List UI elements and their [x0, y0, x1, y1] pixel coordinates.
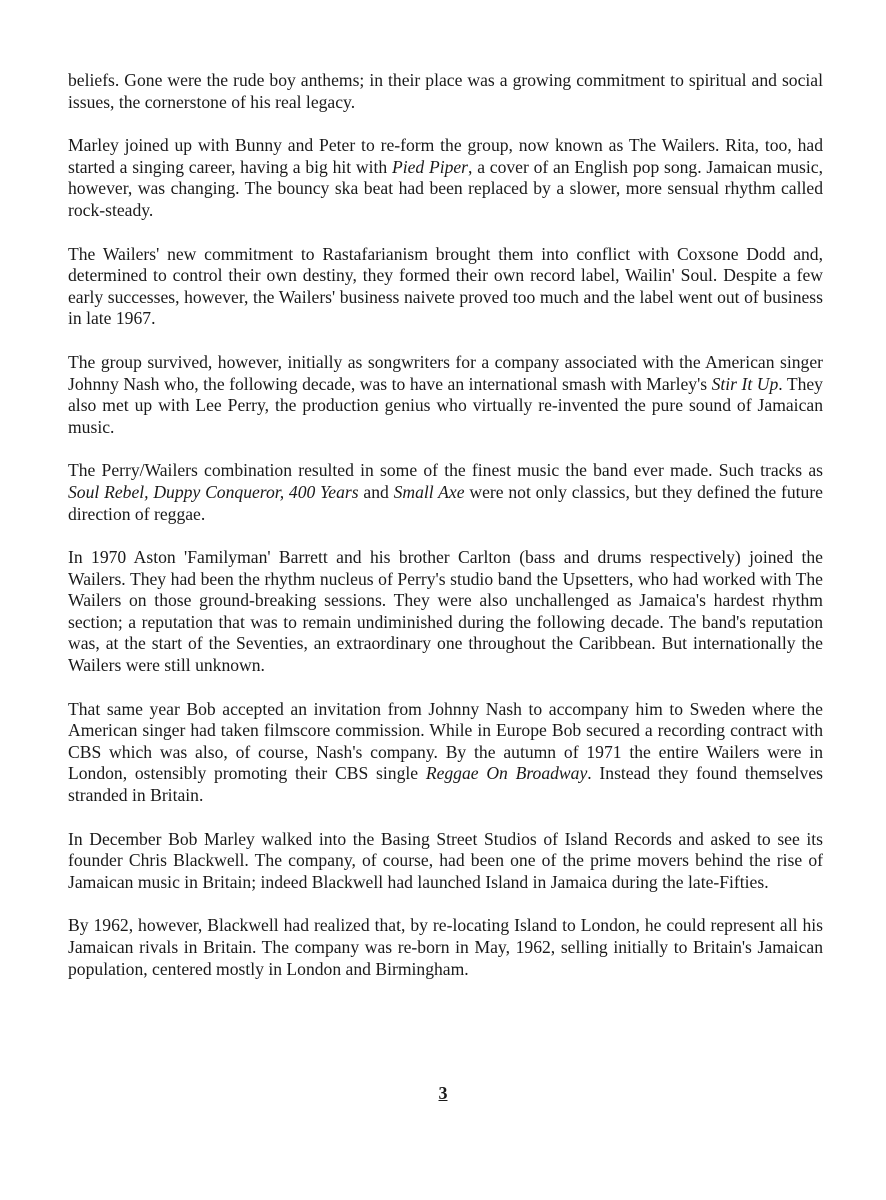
paragraph-text: That same year Bob accepted an invitation from Johnny Nash to accompany him to Sweden where the American singer had taken filmscore commission. While in Europe Bob secured a recording contract with CBS which was also, of course, Nash's company. By the autumn of 1971 the entire Wailers were in London, ostensibly promoting their CBS single: [68, 698, 823, 784]
paragraph-text: beliefs. Gone were the rude boy anthems; in their place was a growing commitment to spiritual and social issues, the cornerstone of his real legacy.: [68, 70, 823, 112]
paragraph-text: In 1970 Aston 'Familyman' Barrett and his brother Carlton (bass and drums respectively) joined the Wailers. They had been the rhythm nucleus of Perry's studio band the Upsetters, who had worked with The Wailers on those ground-breaking sessions. They were also unchallenged as Jamaica's hardest rhythm section; a reputation that was to remain undiminished during the following decade. The band's reputation was, at the start of the Seventies, an extraordinary one throughout the Caribbean. But internationally the Wailers were still unknown.: [68, 547, 823, 676]
italic-title-text: Pied Piper: [391, 156, 469, 177]
paragraph: [68, 460, 823, 525]
paragraph-text: . Instead they found themselves stranded in Britain.: [68, 763, 823, 806]
paragraph: [68, 915, 823, 980]
paragraph-text: By 1962, however, Blackwell had realized that, by re-locating Island to London, he could represent all his Jamaican rivals in Britain. The company was re-born in May, 1962, selling initially to Britain's Jamaican population, centered mostly in London and Birmingham.: [68, 915, 823, 979]
italic-title-text: Reggae On Broadway: [425, 763, 588, 784]
paragraph-text: The Perry/Wailers combination resulted in some of the finest music the band ever made. Such tracks as: [68, 460, 823, 481]
paragraph-text: Marley joined up with Bunny and Peter to re-form the group, now known as The Wailers. Rita, too, had started a singing career, having a big hit with: [68, 135, 823, 177]
paragraph: [68, 135, 823, 221]
paragraph-text: The group survived, however, initially as songwriters for a company associated with the American singer Johnny Nash who, the following decade, was to have an international smash with Marley's: [68, 351, 823, 394]
paragraph: [68, 70, 823, 113]
paragraph: [68, 352, 823, 438]
paragraph-text: , a cover of an English pop song. Jamaican music, however, was changing. The bouncy ska beat had been replaced by a slower, more sensual rhythm called rock-steady.: [68, 156, 824, 220]
paragraph-text: and: [358, 481, 394, 502]
italic-title-text: Stir It Up: [711, 373, 779, 394]
document-body: [68, 70, 823, 1002]
page-number: [0, 1083, 886, 1104]
paragraph: [68, 699, 823, 807]
paragraph-text: were not only classics, but they defined the future direction of reggae.: [68, 481, 823, 524]
paragraph-text: The Wailers' new commitment to Rastafarianism brought them into conflict with Coxsone Dodd and, determined to control their own destiny, they formed their own record label, Wailin' Soul. Despite a few early successes, however, the Wailers' business naivete proved too much and the label went out of business in late 1967.: [68, 243, 823, 329]
page-number-text: 3: [438, 1083, 448, 1103]
paragraph: [68, 244, 823, 330]
paragraph-text: In December Bob Marley walked into the Basing Street Studios of Island Records and asked to see its founder Chris Blackwell. The company, of course, had been one of the prime movers behind the rise of Jamaican music in Britain; indeed Blackwell had launched Island in Jamaica during the late-Fifties.: [68, 828, 823, 892]
paragraph: [68, 547, 823, 677]
paragraph: [68, 829, 823, 894]
italic-title-text: Soul Rebel, Duppy Conqueror, 400 Years: [68, 481, 359, 502]
italic-title-text: Small Axe: [393, 481, 465, 502]
paragraph-text: . They also met up with Lee Perry, the production genius who virtually re-invented the pure sound of Jamaican music.: [68, 373, 823, 437]
